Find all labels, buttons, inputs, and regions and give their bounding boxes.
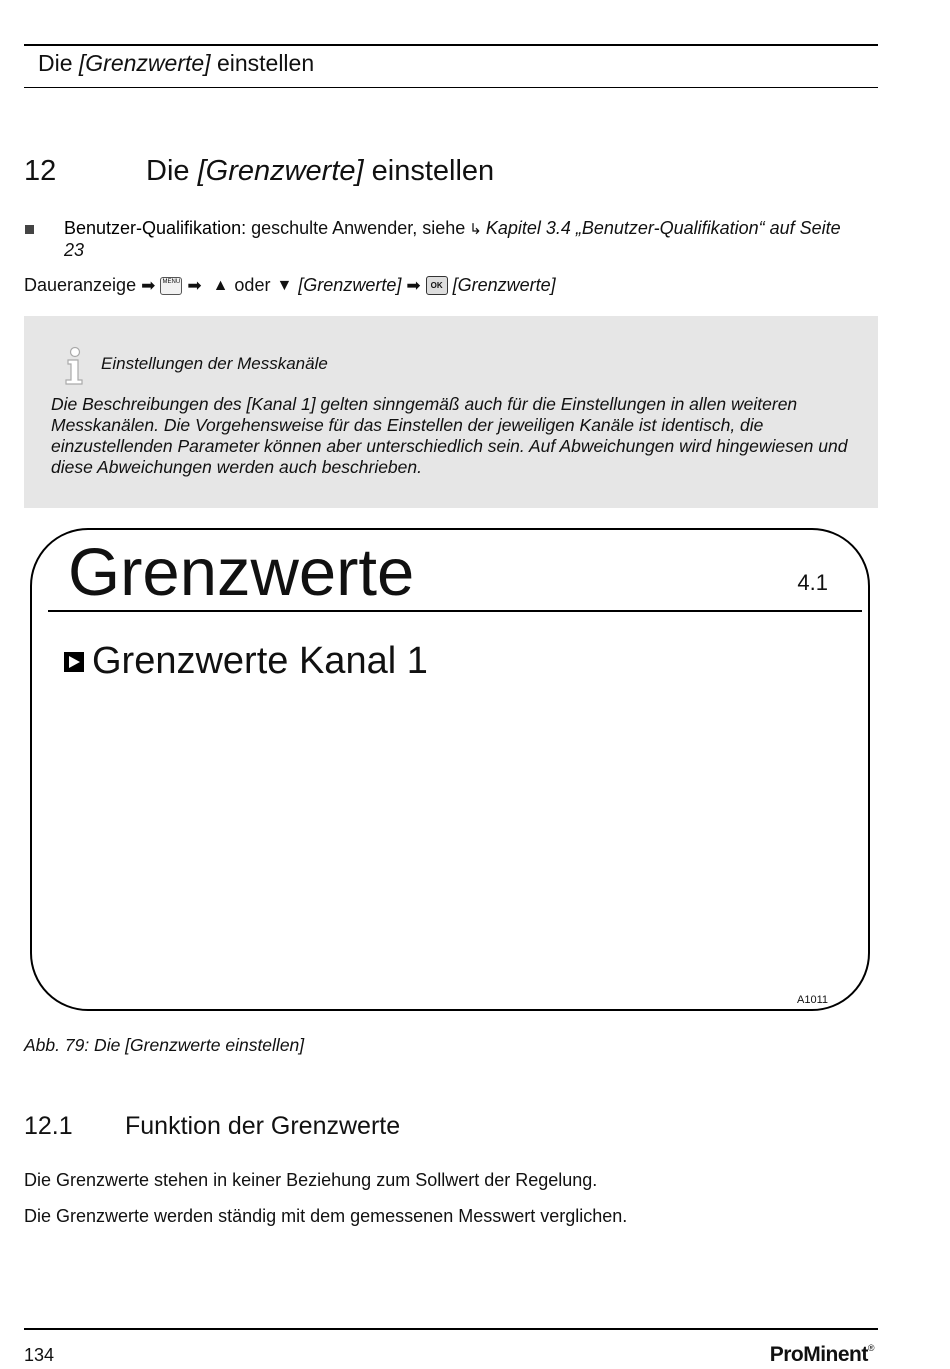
chapter-number: 12	[24, 155, 57, 187]
chapter-title-bracket: [Grenzwerte]	[197, 155, 364, 187]
down-key-icon: ▼	[276, 276, 293, 294]
device-screen	[30, 528, 870, 1011]
arrow-right-icon: ➡	[141, 275, 156, 295]
bullet-square-icon	[25, 225, 34, 234]
image-code: A1011	[797, 994, 828, 1006]
brand-logo-minent: Minent	[803, 1343, 868, 1366]
arrow-right-icon: ➡	[187, 275, 202, 295]
nav-confirm: [Grenzwerte]	[452, 275, 556, 295]
selection-cursor-icon	[64, 652, 84, 672]
section-number: 12.1	[24, 1112, 73, 1140]
running-header-pre: Die	[38, 50, 79, 76]
header-top-rule	[24, 44, 878, 46]
arrow-right-icon: ➡	[406, 275, 421, 295]
screen-menu-number: 4.1	[797, 570, 828, 595]
brand-logo-reg: ®	[867, 1343, 874, 1353]
nav-start: Daueranzeige	[24, 275, 137, 295]
navigation-path	[24, 275, 556, 296]
qualification-text: geschulte Anwender, siehe	[246, 218, 466, 238]
chapter-title	[146, 155, 494, 188]
nav-target: [Grenzwerte]	[298, 275, 402, 295]
paragraph: Die Grenzwerte werden ständig mit dem gemessenen Messwert verglichen.	[24, 1206, 628, 1226]
info-icon	[62, 346, 88, 386]
running-header-post: einstellen	[210, 50, 315, 76]
up-key-icon: ▲	[212, 276, 229, 294]
screen-title: Grenzwerte	[68, 535, 415, 610]
brand-logo	[770, 1343, 874, 1367]
info-box	[24, 316, 878, 508]
info-text: Die Beschreibungen des [Kanal 1] gelten sinngemäß auch für die Einstellungen in allen weiteren Messkanälen. Die Vorgehensweise für das Einstellen der jeweiligen Kanäle ist identisch, die einzustellenden Parameter können aber unterschiedlich sein. Auf Abweichungen wird hingewiesen und diese Abweichungen werden auch beschrieben.	[51, 394, 848, 477]
ok-key-icon: OK	[426, 276, 448, 295]
figure-caption: Abb. 79: Die [Grenzwerte einstellen]	[24, 1035, 305, 1055]
page-number: 134	[24, 1345, 55, 1365]
qualification-line	[64, 218, 844, 261]
section-title: Funktion der Grenzwerte	[125, 1112, 401, 1140]
chapter-title-post: einstellen	[363, 155, 495, 187]
header-bottom-rule	[24, 87, 878, 88]
screen-menu-item[interactable]: Grenzwerte Kanal 1	[92, 640, 428, 682]
info-title: Einstellungen der Messkanäle	[101, 354, 328, 373]
menu-key-icon: MENU	[160, 277, 182, 295]
qualification-label: Benutzer-Qualifikation:	[64, 218, 247, 238]
running-header-bracket: [Grenzwerte]	[78, 50, 211, 76]
brand-logo-pro: Pro	[769, 1343, 804, 1366]
chapter-title-pre: Die	[146, 155, 198, 187]
footer-rule	[24, 1328, 878, 1330]
cross-reference-icon: ↳	[469, 221, 482, 238]
paragraph: Die Grenzwerte stehen in keiner Beziehung zum Sollwert der Regelung.	[24, 1170, 598, 1190]
qualification-link[interactable]: Kapitel 3.4 „Benutzer-Qualifikation“ auf Seite 23	[64, 218, 841, 260]
nav-or: oder	[234, 275, 271, 295]
screen-divider	[48, 610, 862, 612]
running-header	[38, 50, 314, 77]
